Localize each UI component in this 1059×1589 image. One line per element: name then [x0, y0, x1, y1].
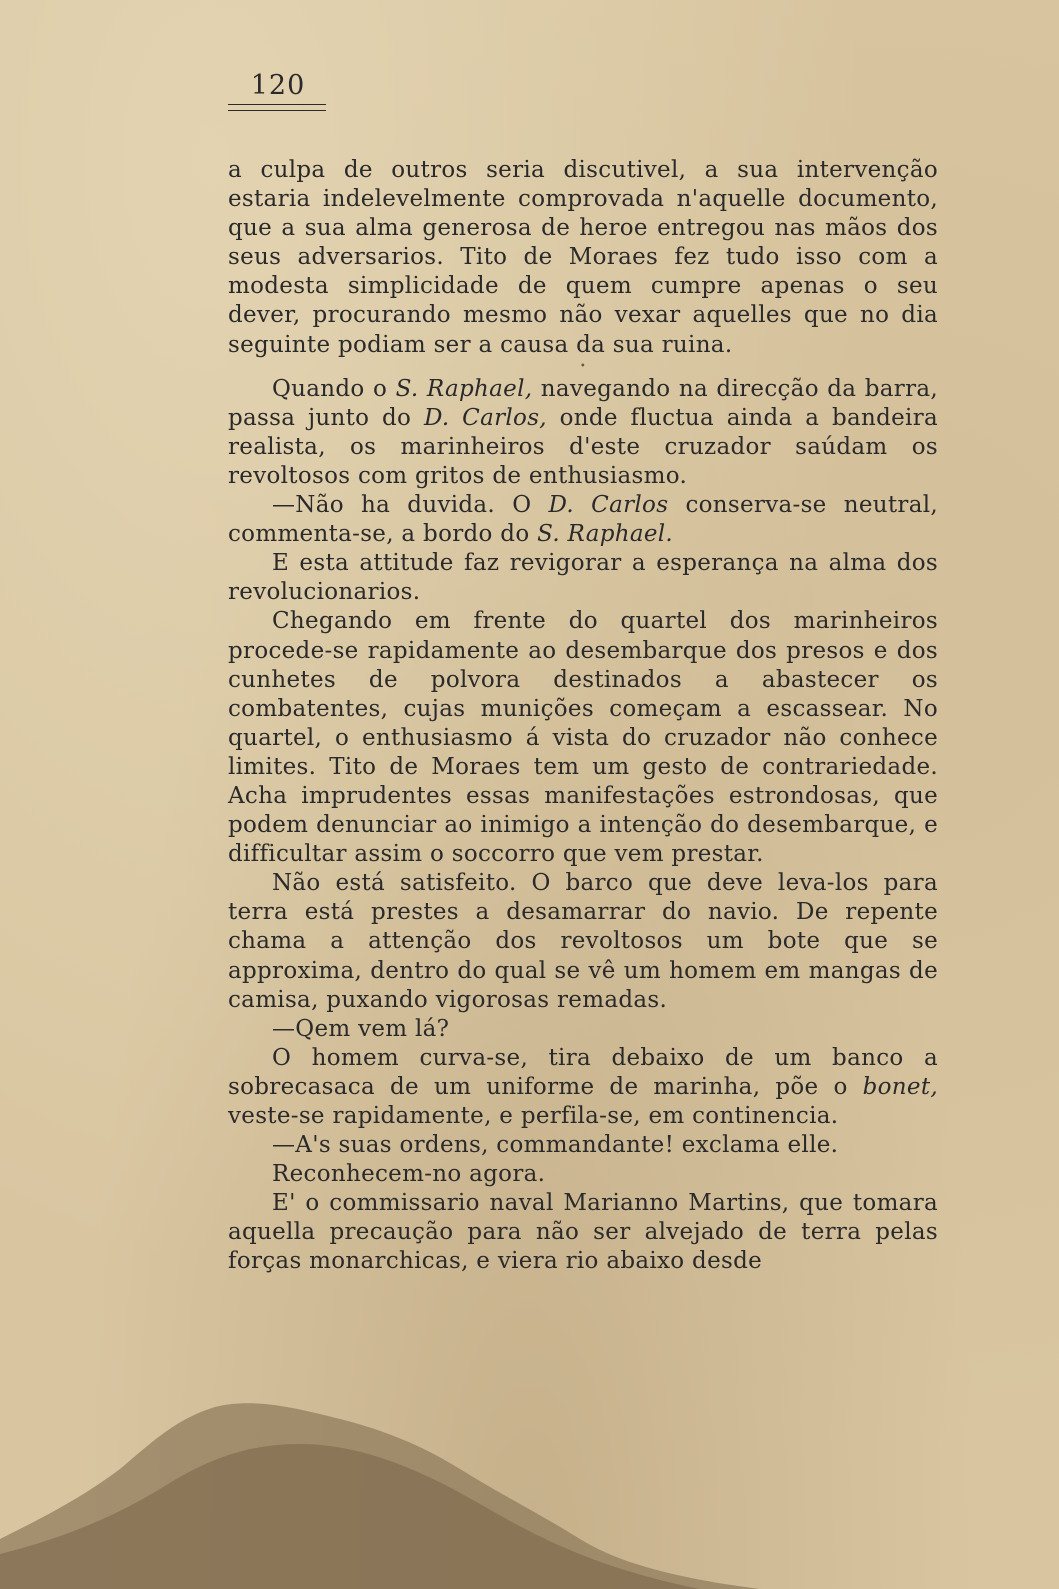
paragraph-9: —A's suas ordens, commandante! exclama elle. [272, 1132, 839, 1159]
paragraph-3 [228, 491, 938, 549]
paragraph-1: a culpa de outros seria discutivel, a sua intervenção estaria indelevelmente comprovada n'aquelle documento, que a sua alma generosa de heroe entregou nas mãos dos seus adversarios. Tito de Moraes fez tudo isso com a modesta simplicidade de quem cumpre apenas o seu dever, procurando mesmo não vexar aquelles que no dia seguinte podiam ser a causa da sua ruina. [228, 157, 938, 358]
text-run: Quando o [272, 375, 396, 402]
body-text [228, 156, 938, 1277]
ship-name-s-raphael: S. Raphael. [537, 521, 674, 548]
text-run: onde fluctua ainda a bandeira realista, os marinheiros d'este cruzador saúdam os revoltosos com gritos de enthusiasmo. [228, 404, 939, 489]
paragraph-2 [228, 375, 938, 491]
ship-name-d-carlos: D. Carlos, [423, 404, 547, 431]
paragraph-8 [228, 1044, 938, 1131]
text-run: conserva-se neutral, commenta-se, a bordo do [228, 492, 938, 548]
paragraph-4: E esta attitude faz revigorar a esperança na alma dos revolucionarios. [228, 550, 938, 606]
paper-stain [0, 1389, 760, 1589]
page-number-rule [228, 104, 326, 111]
word-bonet: bonet, [862, 1073, 938, 1100]
paragraph-7: —Qem vem lá? [272, 1015, 450, 1042]
paragraph-6: Não está satisfeito. O barco que deve leva-los para terra está prestes a desamarrar do navio. De repente chama a attenção dos revoltosos um bote que se approxima, dentro do qual se vê um homem em mangas de camisa, puxando vigorosas remadas. [228, 870, 938, 1013]
paragraph-5: Chegando em frente do quartel dos marinheiros procede-se rapidamente ao desembarque dos presos e dos cunhetes de polvora destinados a abastecer os combatentes, cujas munições começam a escassear. No quartel, o enthusiasmo á vista do cruzador não conhece limites. Tito de Moraes tem um gesto de contrariedade. Acha imprudentes essas manifestações estrondosas, que podem denunciar ao inimigo a intenção do desembarque, e difficultar assim o soccorro que vem prestar. [228, 608, 938, 868]
page-number: 120 [250, 70, 306, 101]
paragraph-10: Reconhecem-no agora. [272, 1161, 546, 1188]
text-run: O homem curva-se, tira debaixo de um banco a sobrecasaca de um uniforme de marinha, põe o [228, 1044, 938, 1100]
section-ornament: • [579, 360, 587, 372]
text-run: veste-se rapidamente, e perfila-se, em continencia. [228, 1103, 839, 1129]
ship-name-d-carlos: D. Carlos [548, 492, 669, 519]
paragraph-11: E' o commissario naval Marianno Martins, que tomara aquella precaução para não ser alvejado de terra pelas forças monarchicas, e viera rio abaixo desde [228, 1190, 938, 1275]
ship-name-s-raphael: S. Raphael, [395, 375, 533, 402]
text-run: navegando na direcção da barra, passa junto do [228, 375, 938, 431]
text-run: —Não ha duvida. O [272, 492, 549, 519]
